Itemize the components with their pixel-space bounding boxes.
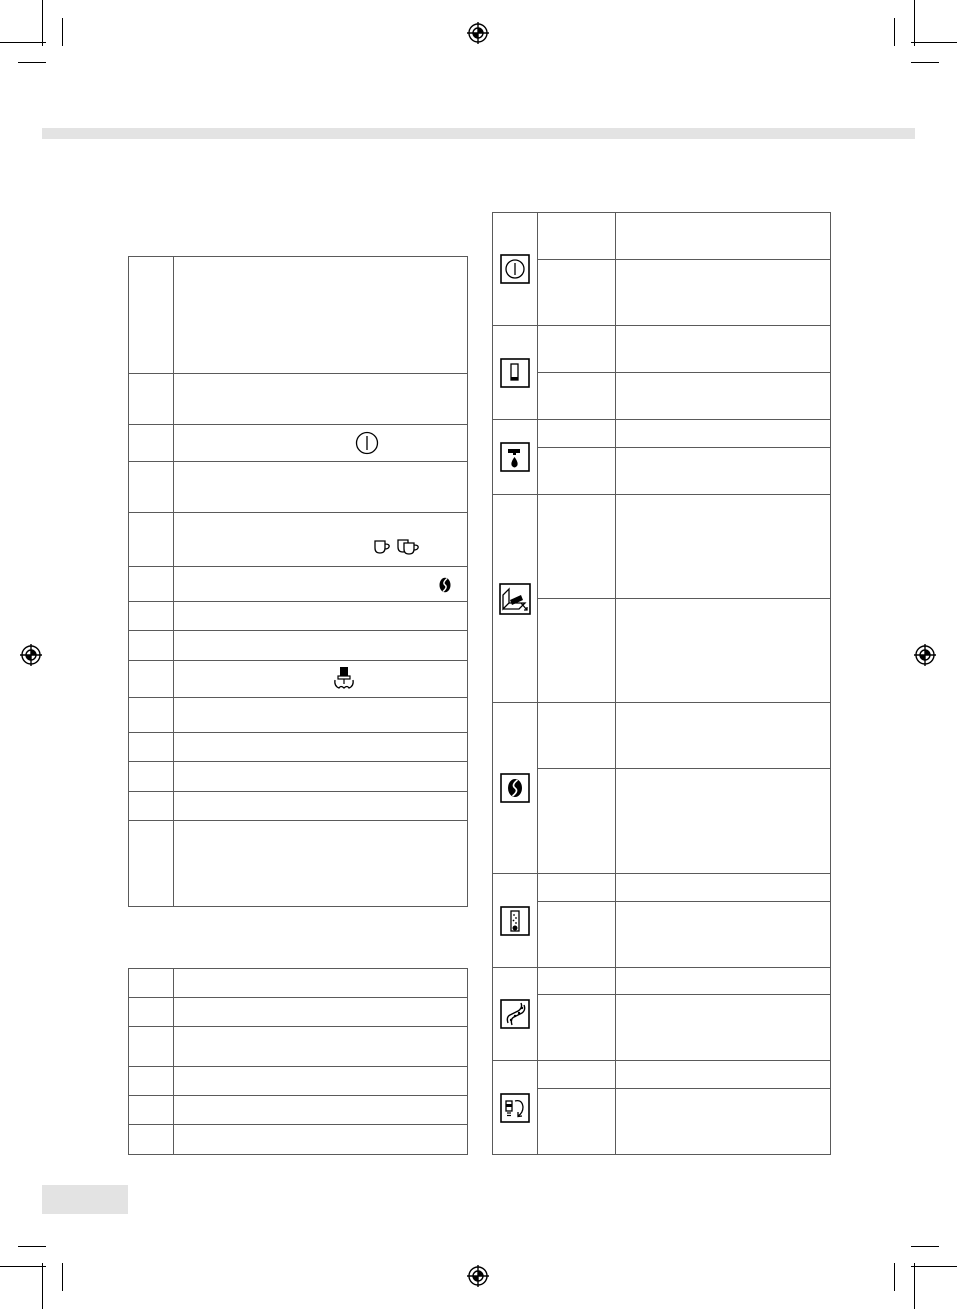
description-cell: [174, 733, 468, 762]
status-cell: [538, 260, 616, 326]
two-cups-icon: [396, 538, 422, 556]
description-cell: [174, 1096, 468, 1125]
status-cell: [538, 995, 616, 1061]
display-symbols-table: [492, 212, 831, 1155]
status-cell: [538, 1089, 616, 1155]
symbol-cell: [493, 874, 538, 968]
drip-tray-icon: [499, 583, 531, 615]
coffee-bean-icon: [500, 773, 530, 803]
table-row: [493, 448, 831, 495]
status-cell: [538, 874, 616, 902]
meaning-cell: [616, 1089, 831, 1155]
meaning-cell: [616, 326, 831, 373]
table-row: [493, 703, 831, 769]
description-cell: [174, 998, 468, 1027]
table-row: [129, 602, 468, 631]
status-cell: [538, 769, 616, 874]
table-row: [129, 821, 468, 907]
description-cell: [174, 762, 468, 792]
table-row: [129, 567, 468, 602]
number-cell: [129, 1067, 174, 1096]
number-cell: [129, 1125, 174, 1155]
symbol-cell: [493, 968, 538, 1061]
table-row: [129, 1027, 468, 1067]
number-cell: [129, 733, 174, 762]
page-number-box: [42, 1185, 128, 1214]
registration-mark-bottom: [467, 1265, 489, 1287]
power-icon: [500, 254, 530, 284]
table-row: [493, 260, 831, 326]
table-row: [129, 792, 468, 821]
number-cell: [129, 1096, 174, 1125]
table-row: [493, 326, 831, 373]
table-row: [129, 631, 468, 661]
status-cell: [538, 326, 616, 373]
description-cell: [174, 257, 468, 374]
number-cell: [129, 374, 174, 425]
coffee-bean-icon: [438, 577, 452, 593]
description-cell: [174, 661, 468, 698]
number-cell: [129, 998, 174, 1027]
number-cell: [129, 462, 174, 513]
status-cell: [538, 599, 616, 703]
description-cell: [174, 567, 468, 602]
description-cell: [174, 792, 468, 821]
registration-mark-right: [914, 644, 936, 666]
table-row: [493, 968, 831, 995]
number-cell: [129, 661, 174, 698]
symbol-cell: [493, 326, 538, 420]
number-cell: [129, 821, 174, 907]
number-cell: [129, 631, 174, 661]
one-cup-icon: [373, 539, 393, 555]
table-row: [129, 998, 468, 1027]
table-row: [493, 769, 831, 874]
table-row: [129, 425, 468, 462]
meaning-cell: [616, 373, 831, 420]
meaning-cell: [616, 599, 831, 703]
description-cell: [174, 969, 468, 998]
symbol-cell: [493, 703, 538, 874]
table-row: [129, 733, 468, 762]
number-cell: [129, 567, 174, 602]
table-row: [129, 1096, 468, 1125]
number-cell: [129, 425, 174, 462]
number-cell: [129, 698, 174, 733]
description-cell: [174, 698, 468, 733]
registration-mark-top: [467, 22, 489, 44]
table-row: [493, 373, 831, 420]
table-row: [493, 213, 831, 260]
status-cell: [538, 1061, 616, 1089]
table-row: [129, 513, 468, 567]
status-cell: [538, 213, 616, 260]
meaning-cell: [616, 420, 831, 448]
meaning-cell: [616, 260, 831, 326]
table-row: [129, 1067, 468, 1096]
water-tank-icon: [500, 358, 530, 388]
meaning-cell: [616, 769, 831, 874]
status-cell: [538, 373, 616, 420]
table-row: [493, 599, 831, 703]
meaning-cell: [616, 874, 831, 902]
meaning-cell: [616, 995, 831, 1061]
description-cell: [174, 631, 468, 661]
table-row: [493, 874, 831, 902]
meaning-cell: [616, 495, 831, 599]
table-row: [129, 762, 468, 792]
header-bar: [42, 128, 915, 139]
number-cell: [129, 257, 174, 374]
description-cell: [174, 602, 468, 631]
table-row: [129, 969, 468, 998]
number-cell: [129, 1027, 174, 1067]
registration-mark-left: [20, 644, 42, 666]
table-row: [129, 374, 468, 425]
status-cell: [538, 420, 616, 448]
meaning-cell: [616, 902, 831, 968]
symbol-cell: [493, 1061, 538, 1155]
number-cell: [129, 602, 174, 631]
descale-icon: [500, 906, 530, 936]
description-cell: [174, 513, 468, 567]
meaning-cell: [616, 703, 831, 769]
filter-change-icon: [500, 1093, 530, 1123]
table-row: [493, 902, 831, 968]
meaning-cell: [616, 213, 831, 260]
table-row: [493, 995, 831, 1061]
number-cell: [129, 792, 174, 821]
table-row: [493, 1089, 831, 1155]
symbol-cell: [493, 495, 538, 703]
meaning-cell: [616, 448, 831, 495]
table-row: [129, 661, 468, 698]
brew-unit-clean-icon: [500, 999, 530, 1029]
status-cell: [538, 703, 616, 769]
symbol-cell: [493, 213, 538, 326]
steam-icon: [332, 666, 356, 692]
power-icon: [355, 431, 379, 455]
status-cell: [538, 495, 616, 599]
status-cell: [538, 902, 616, 968]
table-row: [129, 257, 468, 374]
description-cell: [174, 1125, 468, 1155]
table-row: [493, 420, 831, 448]
meaning-cell: [616, 968, 831, 995]
number-cell: [129, 969, 174, 998]
symbol-cell: [493, 420, 538, 495]
description-cell: [174, 1067, 468, 1096]
accessories-table: [128, 968, 468, 1155]
table-row: [493, 495, 831, 599]
table-row: [129, 462, 468, 513]
description-cell: [174, 425, 468, 462]
number-cell: [129, 513, 174, 567]
status-cell: [538, 968, 616, 995]
table-row: [129, 1125, 468, 1155]
number-cell: [129, 762, 174, 792]
table-row: [493, 1061, 831, 1089]
description-cell: [174, 462, 468, 513]
table-row: [129, 698, 468, 733]
description-cell: [174, 1027, 468, 1067]
tap-drop-icon: [500, 442, 530, 472]
meaning-cell: [616, 1061, 831, 1089]
description-cell: [174, 374, 468, 425]
controls-table: [128, 256, 468, 907]
description-cell: [174, 821, 468, 907]
status-cell: [538, 448, 616, 495]
